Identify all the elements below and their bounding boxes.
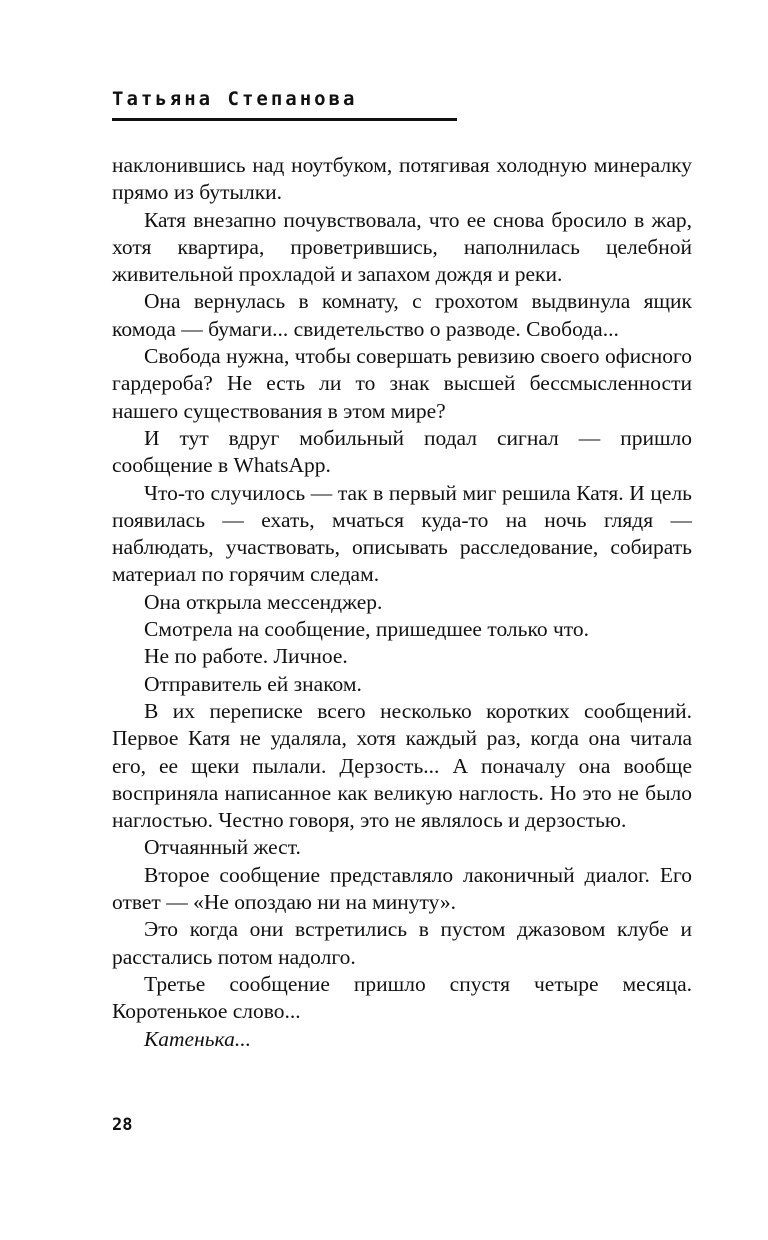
paragraph: Она вернулась в комнату, с грохотом выдвинула ящик комода — бумаги... свидетельство о разводе. Свобода... xyxy=(112,289,692,341)
running-header xyxy=(112,86,457,121)
paragraph: В их переписке всего несколько коротких сообщений. Первое Катя не удаляла, хотя каждый раз, когда она читала его, ее щеки пылали. Дерзость... А поначалу она вообще восприняла написанное как великую наглость. Но это не было наглостью. Честно говоря, это не являлось и дерзостью. xyxy=(112,698,692,833)
paragraph: И тут вдруг мобильный подал сигнал — пришло сообщение в WhatsApp. xyxy=(112,425,692,478)
paragraph-italic: Катенька... xyxy=(144,1026,251,1051)
paragraph: Она открыла мессенджер. xyxy=(144,589,383,614)
author-name: Татьяна Степанова xyxy=(112,88,358,110)
page-number: 28 xyxy=(112,1115,133,1135)
paragraph: наклонившись над ноутбуком, потягивая холодную минералку прямо из бутылки. xyxy=(112,153,692,205)
paragraph: Это когда они встретились в пустом джазовом клубе и расстались потом надолго. xyxy=(112,917,692,969)
paragraph: Третье сообщение пришло спустя четыре месяца. Коротенькое слово... xyxy=(112,971,692,1024)
body-text xyxy=(112,152,692,1053)
paragraph: Что-то случилось — так в первый миг решила Катя. И цель появилась — ехать, мчаться куда-то на ночь глядя — наблюдать, участвовать, описывать расследование, собирать материал по горячим следам. xyxy=(112,480,692,587)
paragraph: Не по работе. Личное. xyxy=(144,644,348,669)
paragraph: Отправитель ей знаком. xyxy=(144,671,362,696)
paragraph: Смотрела на сообщение, пришедшее только что. xyxy=(144,617,589,642)
paragraph: Катя внезапно почувствовала, что ее снова бросило в жар, хотя квартира, проветрившись, наполнилась целебной живительной прохладой и запахом дождя и реки. xyxy=(112,207,692,287)
header-rule xyxy=(112,118,457,121)
paragraph: Отчаянный жест. xyxy=(144,835,301,860)
paragraph: Свобода нужна, чтобы совершать ревизию своего офисного гардероба? Не есть ли то знак высшей бессмысленности нашего существования в этом мире? xyxy=(112,344,692,423)
paragraph: Второе сообщение представляло лаконичный диалог. Его ответ — «Не опоздаю ни на минуту». xyxy=(112,862,692,915)
